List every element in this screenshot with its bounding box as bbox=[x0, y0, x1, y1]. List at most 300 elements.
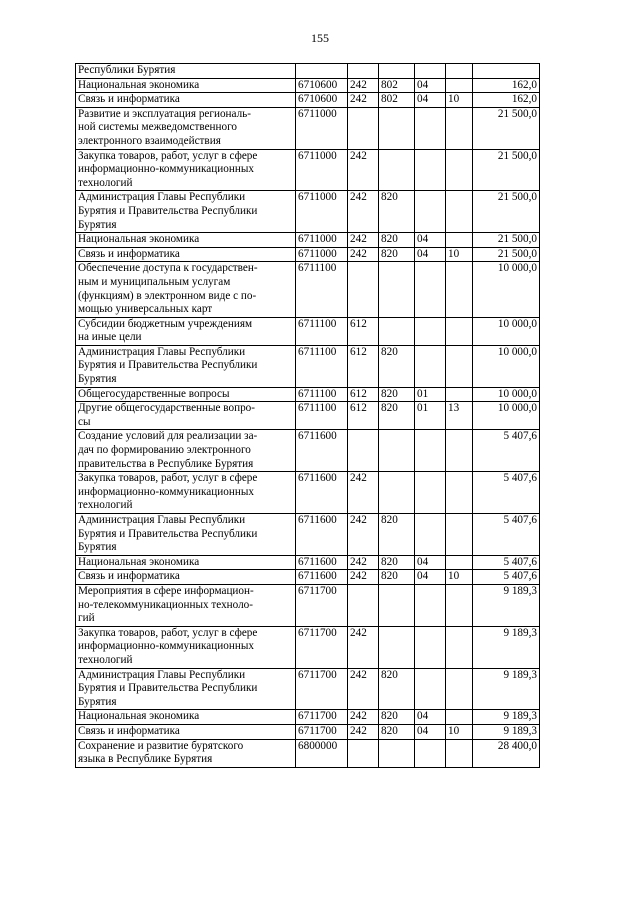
table-row bbox=[76, 149, 540, 191]
subsection-cell bbox=[446, 107, 473, 149]
row-name-cell bbox=[76, 724, 296, 739]
target-article-cell-text: 6711000 bbox=[298, 191, 337, 204]
section-cell bbox=[415, 317, 446, 345]
section-cell bbox=[415, 570, 446, 585]
target-article-cell-text: 6711100 bbox=[298, 262, 337, 275]
subsection-cell bbox=[446, 570, 473, 585]
section-cell bbox=[415, 262, 446, 317]
row-name-cell-text: Другие общегосударственные вопро- сы bbox=[78, 402, 256, 428]
expense-type-cell bbox=[348, 149, 379, 191]
target-article-cell bbox=[296, 724, 348, 739]
amount-cell bbox=[473, 570, 540, 585]
row-name-cell-text: Закупка товаров, работ, услуг в сфере информационно-коммуникационных технологий bbox=[78, 626, 258, 666]
department-cell-text: 820 bbox=[381, 724, 398, 737]
section-cell bbox=[415, 387, 446, 402]
section-cell-text: 04 bbox=[417, 247, 429, 260]
target-article-cell bbox=[296, 626, 348, 668]
table-row bbox=[76, 739, 540, 767]
row-name-cell bbox=[76, 472, 296, 514]
expense-type-cell bbox=[348, 233, 379, 248]
row-name-cell bbox=[76, 584, 296, 626]
subsection-cell bbox=[446, 514, 473, 556]
amount-cell bbox=[473, 472, 540, 514]
section-cell bbox=[415, 247, 446, 262]
target-article-cell bbox=[296, 317, 348, 345]
expense-type-cell bbox=[348, 584, 379, 626]
expense-type-cell bbox=[348, 514, 379, 556]
amount-cell-text: 162,0 bbox=[511, 78, 537, 91]
target-article-cell-text: 6711000 bbox=[298, 233, 337, 246]
department-cell bbox=[379, 584, 415, 626]
expense-type-cell bbox=[348, 345, 379, 387]
table-row bbox=[76, 570, 540, 585]
subsection-cell bbox=[446, 387, 473, 402]
expense-type-cell bbox=[348, 317, 379, 345]
row-name-cell bbox=[76, 402, 296, 430]
page-number: 155 bbox=[311, 31, 329, 45]
row-name-cell-text: Связь и информатика bbox=[78, 724, 180, 737]
department-cell bbox=[379, 739, 415, 767]
target-article-cell bbox=[296, 387, 348, 402]
target-article-cell-text: 6711600 bbox=[298, 472, 337, 485]
section-cell bbox=[415, 78, 446, 93]
amount-cell-text: 5 407,6 bbox=[503, 514, 537, 526]
amount-cell-text: 9 189,3 bbox=[503, 724, 537, 737]
department-cell-text: 820 bbox=[381, 570, 398, 583]
target-article-cell bbox=[296, 402, 348, 430]
expense-type-cell bbox=[348, 191, 379, 233]
target-article-cell bbox=[296, 739, 348, 767]
row-name-cell-text: Национальная экономика bbox=[78, 233, 200, 246]
row-name-cell-text: Создание условий для реализации за- дач по формированию электронного правительства в Республике Бурятия bbox=[78, 430, 258, 470]
amount-cell bbox=[473, 430, 540, 472]
target-article-cell bbox=[296, 191, 348, 233]
row-name-cell-text: Связь и информатика bbox=[78, 247, 180, 260]
department-cell bbox=[379, 345, 415, 387]
amount-cell bbox=[473, 345, 540, 387]
subsection-cell bbox=[446, 64, 473, 79]
row-name-cell-text: Администрация Главы Республики Бурятия и Правительства Республики Бурятия bbox=[78, 345, 258, 386]
target-article-cell-text: 6711000 bbox=[298, 149, 337, 162]
subsection-cell-text: 13 bbox=[448, 402, 460, 415]
target-article-cell bbox=[296, 78, 348, 93]
target-article-cell bbox=[296, 233, 348, 248]
table-row bbox=[76, 472, 540, 514]
row-name-cell-text: Республики Бурятия bbox=[78, 64, 176, 76]
section-cell-text: 04 bbox=[417, 78, 429, 91]
expense-type-cell bbox=[348, 93, 379, 108]
amount-cell-text: 9 189,3 bbox=[503, 668, 537, 681]
expense-type-cell bbox=[348, 668, 379, 710]
expense-type-cell bbox=[348, 739, 379, 767]
department-cell bbox=[379, 626, 415, 668]
section-cell-text: 04 bbox=[417, 710, 429, 723]
subsection-cell bbox=[446, 584, 473, 626]
table-row bbox=[76, 191, 540, 233]
department-cell bbox=[379, 233, 415, 248]
section-cell bbox=[415, 64, 446, 79]
department-cell-text: 820 bbox=[381, 710, 398, 723]
expense-type-cell-text: 242 bbox=[350, 724, 367, 737]
amount-cell bbox=[473, 191, 540, 233]
amount-cell-text: 21 500,0 bbox=[497, 191, 537, 204]
expense-type-cell bbox=[348, 78, 379, 93]
row-name-cell-text: Связь и информатика bbox=[78, 93, 180, 106]
target-article-cell-text: 6711600 bbox=[298, 555, 337, 568]
row-name-cell bbox=[76, 247, 296, 262]
row-name-cell-text: Администрация Главы Республики Бурятия и Правительства Республики Бурятия bbox=[78, 668, 258, 708]
amount-cell bbox=[473, 555, 540, 570]
row-name-cell bbox=[76, 317, 296, 345]
department-cell-text: 802 bbox=[381, 78, 398, 91]
row-name-cell-text: Национальная экономика bbox=[78, 555, 200, 568]
subsection-cell bbox=[446, 317, 473, 345]
amount-cell bbox=[473, 584, 540, 626]
department-cell bbox=[379, 149, 415, 191]
amount-cell bbox=[473, 626, 540, 668]
department-cell bbox=[379, 78, 415, 93]
budget-table-body bbox=[76, 64, 540, 768]
subsection-cell bbox=[446, 402, 473, 430]
row-name-cell bbox=[76, 78, 296, 93]
budget-table bbox=[75, 63, 540, 768]
row-name-cell bbox=[76, 626, 296, 668]
department-cell bbox=[379, 317, 415, 345]
expense-type-cell-text: 242 bbox=[350, 570, 367, 583]
row-name-cell-text: Национальная экономика bbox=[78, 78, 200, 91]
expense-type-cell-text: 242 bbox=[350, 472, 367, 485]
amount-cell-text: 28 400,0 bbox=[497, 739, 537, 752]
row-name-cell bbox=[76, 345, 296, 387]
amount-cell-text: 10 000,0 bbox=[497, 387, 537, 400]
target-article-cell bbox=[296, 247, 348, 262]
expense-type-cell bbox=[348, 64, 379, 79]
section-cell-text: 04 bbox=[417, 570, 429, 583]
section-cell bbox=[415, 555, 446, 570]
target-article-cell bbox=[296, 570, 348, 585]
section-cell-text: 04 bbox=[417, 555, 429, 568]
department-cell bbox=[379, 472, 415, 514]
amount-cell bbox=[473, 78, 540, 93]
subsection-cell-text: 10 bbox=[448, 247, 460, 260]
table-row bbox=[76, 584, 540, 626]
row-name-cell bbox=[76, 64, 296, 79]
row-name-cell-text: Администрация Главы Республики Бурятия и Правительства Республики Бурятия bbox=[78, 514, 258, 554]
amount-cell-text: 5 407,6 bbox=[503, 472, 537, 485]
section-cell bbox=[415, 345, 446, 387]
department-cell bbox=[379, 191, 415, 233]
row-name-cell bbox=[76, 262, 296, 317]
subsection-cell bbox=[446, 191, 473, 233]
section-cell-text: 01 bbox=[417, 402, 429, 415]
expense-type-cell bbox=[348, 430, 379, 472]
department-cell bbox=[379, 555, 415, 570]
department-cell-text: 820 bbox=[381, 247, 398, 260]
amount-cell bbox=[473, 710, 540, 725]
target-article-cell-text: 6711100 bbox=[298, 345, 337, 358]
expense-type-cell-text: 242 bbox=[350, 93, 367, 106]
row-name-cell bbox=[76, 387, 296, 402]
expense-type-cell-text: 242 bbox=[350, 626, 367, 639]
amount-cell bbox=[473, 107, 540, 149]
department-cell bbox=[379, 93, 415, 108]
target-article-cell-text: 6711000 bbox=[298, 247, 337, 260]
row-name-cell-text: Мероприятия в сфере информацион- но-телекоммуникационных техноло- гий bbox=[78, 584, 254, 625]
subsection-cell bbox=[446, 430, 473, 472]
target-article-cell-text: 6711600 bbox=[298, 570, 337, 583]
section-cell bbox=[415, 149, 446, 191]
department-cell bbox=[379, 247, 415, 262]
target-article-cell bbox=[296, 430, 348, 472]
department-cell-text: 820 bbox=[381, 387, 398, 400]
table-row bbox=[76, 555, 540, 570]
table-row bbox=[76, 668, 540, 710]
subsection-cell bbox=[446, 262, 473, 317]
table-row bbox=[76, 78, 540, 93]
expense-type-cell bbox=[348, 107, 379, 149]
target-article-cell-text: 6710600 bbox=[298, 93, 338, 106]
department-cell-text: 820 bbox=[381, 514, 398, 526]
target-article-cell bbox=[296, 262, 348, 317]
row-name-cell-text: Общегосударственные вопросы bbox=[78, 387, 230, 400]
expense-type-cell-text: 612 bbox=[350, 317, 367, 330]
row-name-cell bbox=[76, 739, 296, 767]
subsection-cell bbox=[446, 739, 473, 767]
target-article-cell bbox=[296, 584, 348, 626]
subsection-cell bbox=[446, 710, 473, 725]
target-article-cell-text: 6711700 bbox=[298, 626, 337, 639]
amount-cell-text: 10 000,0 bbox=[497, 317, 537, 330]
target-article-cell bbox=[296, 93, 348, 108]
expense-type-cell bbox=[348, 555, 379, 570]
department-cell-text: 820 bbox=[381, 345, 398, 358]
section-cell bbox=[415, 233, 446, 248]
expense-type-cell-text: 242 bbox=[350, 233, 367, 246]
department-cell bbox=[379, 514, 415, 556]
amount-cell bbox=[473, 402, 540, 430]
amount-cell bbox=[473, 64, 540, 79]
table-row bbox=[76, 345, 540, 387]
subsection-cell-text: 10 bbox=[448, 570, 460, 583]
row-name-cell bbox=[76, 233, 296, 248]
expense-type-cell-text: 612 bbox=[350, 387, 367, 400]
expense-type-cell-text: 242 bbox=[350, 668, 367, 681]
subsection-cell bbox=[446, 345, 473, 387]
expense-type-cell-text: 242 bbox=[350, 514, 367, 526]
section-cell-text: 01 bbox=[417, 387, 429, 400]
subsection-cell-text: 10 bbox=[448, 93, 460, 106]
amount-cell-text: 162,0 bbox=[511, 93, 537, 106]
expense-type-cell-text: 242 bbox=[350, 149, 367, 162]
amount-cell bbox=[473, 387, 540, 402]
row-name-cell-text: Субсидии бюджетным учреждениям на иные цели bbox=[78, 317, 253, 344]
section-cell-text: 04 bbox=[417, 724, 429, 737]
department-cell bbox=[379, 64, 415, 79]
row-name-cell-text: Закупка товаров, работ, услуг в сфере информационно-коммуникационных технологий bbox=[78, 472, 258, 512]
row-name-cell-text: Национальная экономика bbox=[78, 710, 200, 723]
subsection-cell bbox=[446, 247, 473, 262]
target-article-cell bbox=[296, 472, 348, 514]
expense-type-cell bbox=[348, 570, 379, 585]
table-row bbox=[76, 710, 540, 725]
expense-type-cell-text: 612 bbox=[350, 345, 367, 358]
amount-cell bbox=[473, 724, 540, 739]
amount-cell-text: 21 500,0 bbox=[497, 233, 537, 246]
subsection-cell bbox=[446, 555, 473, 570]
target-article-cell bbox=[296, 668, 348, 710]
department-cell bbox=[379, 430, 415, 472]
section-cell bbox=[415, 668, 446, 710]
table-row bbox=[76, 514, 540, 556]
section-cell bbox=[415, 739, 446, 767]
row-name-cell bbox=[76, 710, 296, 725]
target-article-cell bbox=[296, 107, 348, 149]
subsection-cell bbox=[446, 78, 473, 93]
section-cell-text: 04 bbox=[417, 93, 429, 106]
amount-cell-text: 5 407,6 bbox=[503, 430, 537, 443]
row-name-cell bbox=[76, 514, 296, 556]
target-article-cell-text: 6711700 bbox=[298, 724, 337, 737]
target-article-cell-text: 6711600 bbox=[298, 514, 337, 526]
subsection-cell bbox=[446, 668, 473, 710]
section-cell bbox=[415, 430, 446, 472]
amount-cell bbox=[473, 93, 540, 108]
row-name-cell-text: Администрация Главы Республики Бурятия и Правительства Республики Бурятия bbox=[78, 191, 258, 231]
expense-type-cell-text: 242 bbox=[350, 78, 367, 91]
subsection-cell bbox=[446, 233, 473, 248]
target-article-cell-text: 6711100 bbox=[298, 317, 337, 330]
section-cell bbox=[415, 402, 446, 430]
amount-cell bbox=[473, 317, 540, 345]
amount-cell-text: 5 407,6 bbox=[503, 570, 537, 583]
department-cell bbox=[379, 107, 415, 149]
expense-type-cell-text: 242 bbox=[350, 555, 367, 568]
subsection-cell bbox=[446, 472, 473, 514]
table-row bbox=[76, 64, 540, 79]
amount-cell-text: 21 500,0 bbox=[497, 107, 537, 120]
target-article-cell-text: 6800000 bbox=[298, 739, 338, 752]
expense-type-cell bbox=[348, 247, 379, 262]
department-cell-text: 820 bbox=[381, 233, 398, 246]
row-name-cell-text: Закупка товаров, работ, услуг в сфере информационно-коммуникационных технологий bbox=[78, 149, 258, 189]
department-cell-text: 820 bbox=[381, 555, 398, 568]
amount-cell bbox=[473, 233, 540, 248]
department-cell-text: 820 bbox=[381, 191, 398, 204]
section-cell bbox=[415, 584, 446, 626]
expense-type-cell bbox=[348, 472, 379, 514]
row-name-cell bbox=[76, 107, 296, 149]
amount-cell-text: 9 189,3 bbox=[503, 626, 537, 639]
row-name-cell bbox=[76, 668, 296, 710]
amount-cell bbox=[473, 514, 540, 556]
row-name-cell bbox=[76, 430, 296, 472]
amount-cell-text: 21 500,0 bbox=[497, 247, 537, 260]
expense-type-cell bbox=[348, 626, 379, 668]
table-row bbox=[76, 93, 540, 108]
amount-cell bbox=[473, 262, 540, 317]
target-article-cell-text: 6711100 bbox=[298, 402, 337, 415]
expense-type-cell-text: 612 bbox=[350, 402, 367, 415]
target-article-cell-text: 6711100 bbox=[298, 387, 337, 400]
department-cell-text: 820 bbox=[381, 668, 398, 681]
section-cell bbox=[415, 514, 446, 556]
amount-cell-text: 9 189,3 bbox=[503, 710, 537, 723]
section-cell bbox=[415, 710, 446, 725]
table-row bbox=[76, 233, 540, 248]
expense-type-cell-text: 242 bbox=[350, 247, 367, 260]
table-row bbox=[76, 430, 540, 472]
department-cell bbox=[379, 570, 415, 585]
target-article-cell bbox=[296, 345, 348, 387]
section-cell-text: 04 bbox=[417, 233, 429, 246]
section-cell bbox=[415, 191, 446, 233]
subsection-cell bbox=[446, 149, 473, 191]
subsection-cell bbox=[446, 724, 473, 739]
amount-cell bbox=[473, 149, 540, 191]
amount-cell-text: 10 000,0 bbox=[497, 262, 537, 275]
amount-cell-text: 10 000,0 bbox=[497, 402, 537, 415]
expense-type-cell bbox=[348, 262, 379, 317]
amount-cell-text: 9 189,3 bbox=[503, 584, 537, 597]
amount-cell-text: 5 407,6 bbox=[503, 555, 537, 568]
section-cell bbox=[415, 626, 446, 668]
subsection-cell bbox=[446, 93, 473, 108]
amount-cell-text: 21 500,0 bbox=[497, 149, 537, 162]
row-name-cell-text: Развитие и эксплуатация региональ- ной системы межведомственного электронного взаимодействия bbox=[78, 107, 252, 147]
subsection-cell-text: 10 bbox=[448, 724, 460, 737]
department-cell bbox=[379, 668, 415, 710]
row-name-cell bbox=[76, 149, 296, 191]
target-article-cell bbox=[296, 149, 348, 191]
expense-type-cell-text: 242 bbox=[350, 710, 367, 723]
table-row bbox=[76, 262, 540, 317]
amount-cell bbox=[473, 668, 540, 710]
target-article-cell-text: 6711700 bbox=[298, 710, 337, 723]
expense-type-cell-text: 242 bbox=[350, 191, 367, 204]
amount-cell bbox=[473, 739, 540, 767]
target-article-cell bbox=[296, 710, 348, 725]
target-article-cell-text: 6711700 bbox=[298, 668, 337, 681]
section-cell bbox=[415, 107, 446, 149]
department-cell bbox=[379, 387, 415, 402]
section-cell bbox=[415, 93, 446, 108]
row-name-cell-text: Обеспечение доступа к государствен- ным и муниципальным услугам (функциям) в электронном виде с по- мощью универсальных карт bbox=[78, 262, 258, 316]
row-name-cell-text: Сохранение и развитие бурятского языка в Республике Бурятия bbox=[78, 739, 244, 766]
amount-cell bbox=[473, 247, 540, 262]
department-cell bbox=[379, 710, 415, 725]
row-name-cell bbox=[76, 570, 296, 585]
table-row bbox=[76, 107, 540, 149]
department-cell-text: 820 bbox=[381, 402, 398, 415]
expense-type-cell bbox=[348, 387, 379, 402]
target-article-cell bbox=[296, 514, 348, 556]
section-cell bbox=[415, 724, 446, 739]
table-row bbox=[76, 387, 540, 402]
target-article-cell-text: 6711700 bbox=[298, 584, 337, 597]
table-row bbox=[76, 626, 540, 668]
table-row bbox=[76, 247, 540, 262]
target-article-cell bbox=[296, 64, 348, 79]
table-row bbox=[76, 402, 540, 430]
target-article-cell bbox=[296, 555, 348, 570]
amount-cell-text: 10 000,0 bbox=[497, 345, 537, 358]
row-name-cell bbox=[76, 191, 296, 233]
expense-type-cell bbox=[348, 402, 379, 430]
department-cell-text: 802 bbox=[381, 93, 398, 106]
table-row bbox=[76, 724, 540, 739]
section-cell bbox=[415, 472, 446, 514]
table-row bbox=[76, 317, 540, 345]
